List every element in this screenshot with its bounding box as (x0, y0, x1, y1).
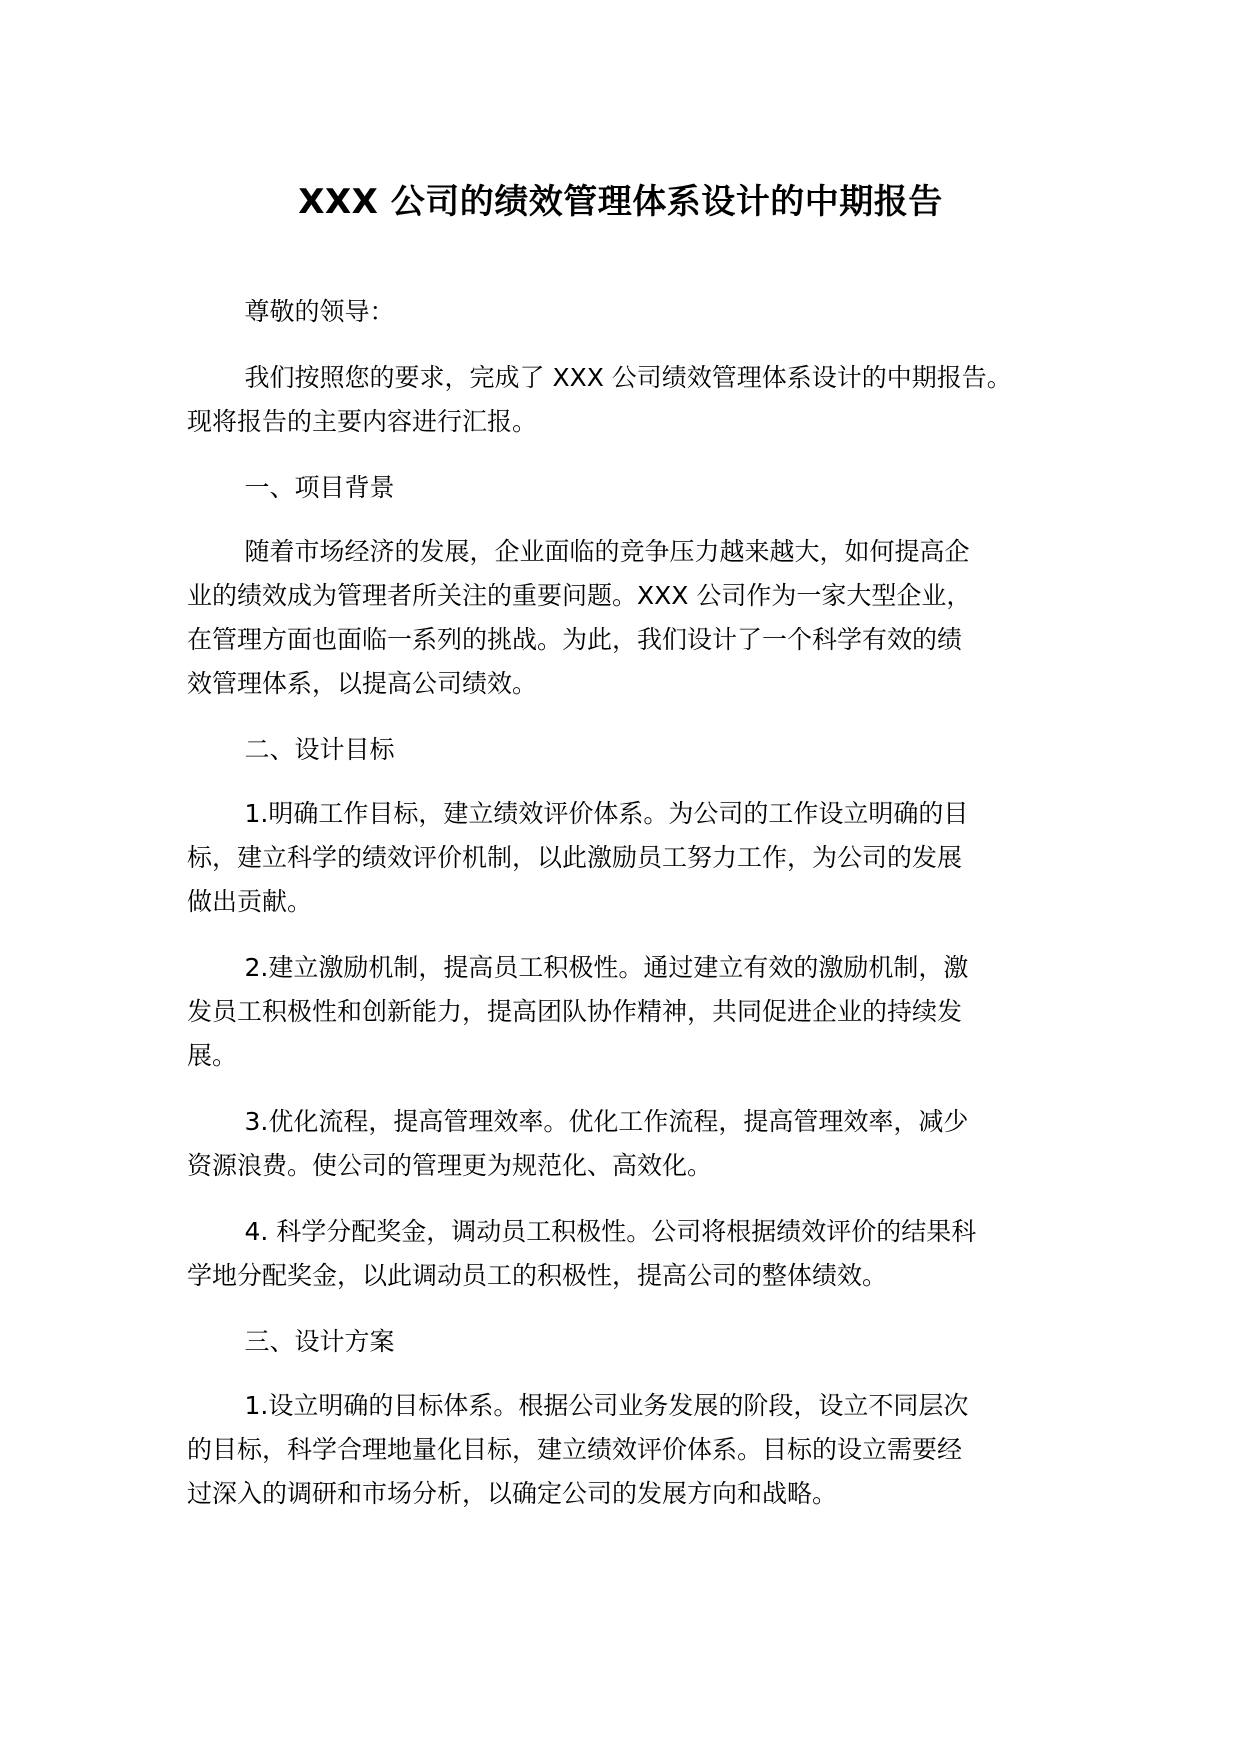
text-line: 1.明确工作目标，建立绩效评价体系。为公司的工作设立明确的目 (244, 799, 969, 828)
text-line: 现将报告的主要内容进行汇报。 (187, 407, 538, 436)
text-line: 在管理方面也面临一系列的挑战。为此，我们设计了一个科学有效的绩 (187, 625, 963, 654)
text-line: 过深入的调研和市场分析，以确定公司的发展方向和战略。 (187, 1479, 838, 1508)
document-body (187, 290, 1057, 1538)
section-heading-background (187, 466, 1057, 510)
goal-item-1 (187, 792, 1057, 924)
document-title: XXX 公司的绩效管理体系设计的中期报告 (298, 182, 943, 222)
text-line: 三、设计方案 (244, 1327, 395, 1356)
text-line: 随着市场经济的发展，企业面临的竞争压力越来越大，如何提高企 (244, 537, 970, 566)
text-line: 3.优化流程，提高管理效率。优化工作流程，提高管理效率，减少 (244, 1107, 969, 1136)
text-line: 2.建立激励机制，提高员工积极性。通过建立有效的激励机制，激 (244, 953, 969, 982)
plan-item-1 (187, 1384, 1057, 1516)
salutation (187, 290, 1057, 334)
intro-paragraph (187, 356, 1057, 444)
text-line: 标，建立科学的绩效评价机制，以此激励员工努力工作，为公司的发展 (187, 843, 963, 872)
text-line: 4. 科学分配奖金，调动员工积极性。公司将根据绩效评价的结果科 (244, 1217, 977, 1246)
goal-item-3 (187, 1100, 1057, 1188)
goal-item-4 (187, 1210, 1057, 1298)
background-paragraph (187, 530, 1057, 706)
text-line: 做出贡献。 (187, 887, 313, 916)
text-line: 学地分配奖金，以此调动员工的积极性，提高公司的整体绩效。 (187, 1261, 888, 1290)
section-heading-goals (187, 728, 1057, 772)
text-line: 发员工积极性和创新能力，提高团队协作精神，共同促进企业的持续发 (187, 997, 963, 1026)
text-line: 资源浪费。使公司的管理更为规范化、高效化。 (187, 1151, 713, 1180)
text-line: 二、设计目标 (244, 735, 395, 764)
text-line: 我们按照您的要求，完成了 XXX 公司绩效管理体系设计的中期报告。 (244, 363, 1012, 392)
section-heading-plan (187, 1320, 1057, 1364)
text-line: 1.设立明确的目标体系。根据公司业务发展的阶段，设立不同层次 (244, 1391, 969, 1420)
text-line: 的目标，科学合理地量化目标，建立绩效评价体系。目标的设立需要经 (187, 1435, 963, 1464)
text-line: 效管理体系，以提高公司绩效。 (187, 669, 538, 698)
text-line: 尊敬的领导： (244, 297, 395, 326)
text-line: 展。 (187, 1041, 238, 1070)
text-line: 业的绩效成为管理者所关注的重要问题。XXX 公司作为一家大型企业， (187, 581, 972, 610)
goal-item-2 (187, 946, 1057, 1078)
text-line: 一、项目背景 (244, 473, 395, 502)
